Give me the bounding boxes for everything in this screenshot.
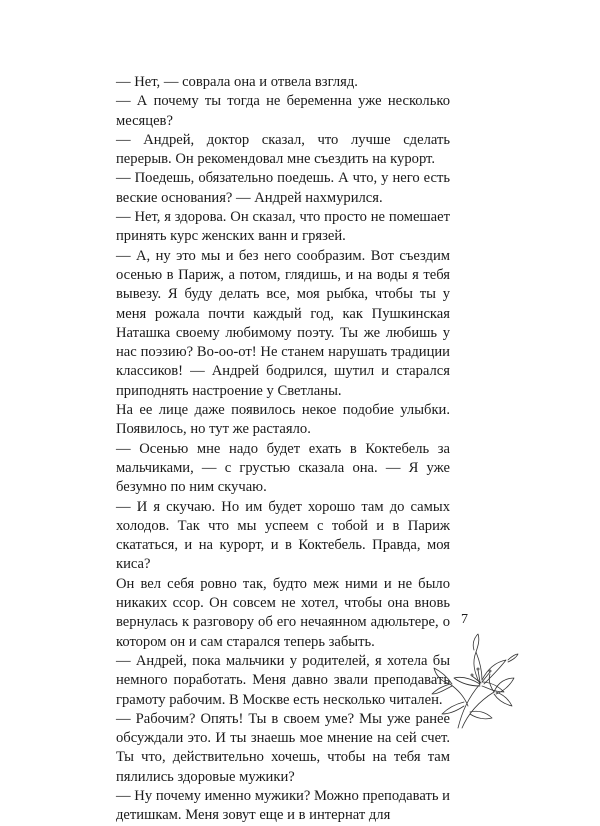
body-text bbox=[116, 73, 450, 826]
paragraph: — Андрей, доктор сказал, что лучше сделать перерыв. Он рекомендовал мне съездить на курорт. bbox=[116, 131, 450, 168]
paragraph: — Осенью мне надо будет ехать в Коктебель за мальчиками, — с грустью сказала она. — Я уже безумно по ним скучаю. bbox=[116, 440, 450, 496]
paragraph: — А почему ты тогда не беременна уже несколько месяцев? bbox=[116, 93, 450, 129]
paragraph: — Рабочим? Опять! Ты в своем уме? Мы уже ранее обсуждали это. И ты знаешь мое мнение на сей счет. Ты что, действительно хочешь, чтобы на тебя там пялились здоровые мужики? bbox=[116, 710, 450, 785]
paragraph: На ее лице даже появилось некое подобие улыбки. Появилось, но тут же растаяло. bbox=[116, 402, 450, 438]
paragraph: — Ну почему именно мужики? Можно преподавать и детишкам. Меня зовут еще и в интернат для bbox=[116, 787, 450, 824]
paragraph: — Андрей, пока мальчики у родителей, я хотела бы немного поработать. Меня давно звали преподавать грамоту рабочим. В Москве есть несколько читален. bbox=[116, 652, 450, 708]
paragraph: — Нет, — соврала она и отвела взгляд. bbox=[116, 74, 358, 90]
paragraph: Он вел себя ровно так, будто меж ними и не было никаких ссор. Он совсем не хотел, чтобы она вновь вернулась к разговору об его нечаянном адюльтере, о котором он и сам старался теперь забыть. bbox=[116, 575, 450, 650]
paragraph: — И я скучаю. Но им будет хорошо там до самых холодов. Так что мы успеем с тобой и в Париж скататься, и на курорт, и в Коктебель. Правда, моя киса? bbox=[116, 498, 450, 573]
paragraph: — А, ну это мы и без него сообразим. Вот съездим осенью в Париж, а потом, глядишь, и на воды я тебя вывезу. Я буду делать все, моя рыбка, чтобы ты у меня рожала почти каждый год, как Пушкинская Наташка своему любимому поэту. Ты же любишь у нас поэзию? Во-оо-от! Не станем нарушать традиции классиков! — Андрей бодрился, шутил и старался приподнять настроение у Светланы. bbox=[116, 247, 450, 399]
flower-sketch-icon bbox=[428, 632, 520, 730]
paragraph: — Нет, я здорова. Он сказал, что просто не помешает принять курс женских ванн и грязей. bbox=[116, 209, 450, 245]
paragraph: — Поедешь, обязательно поедешь. А что, у него есть веские основания? — Андрей нахмурился. bbox=[116, 170, 450, 206]
page-number: 7 bbox=[461, 612, 468, 627]
